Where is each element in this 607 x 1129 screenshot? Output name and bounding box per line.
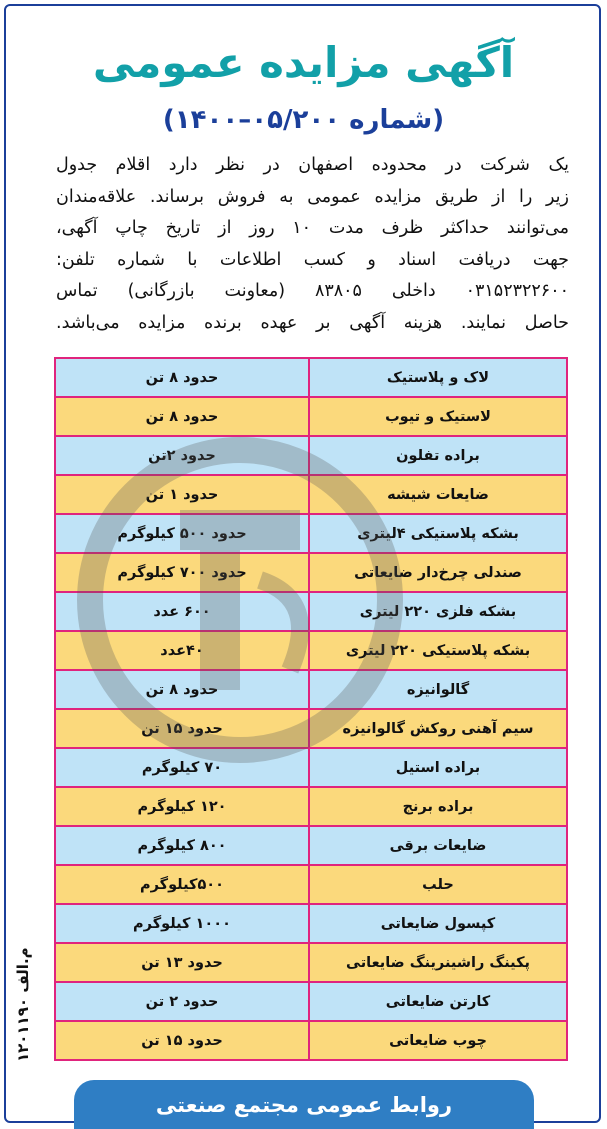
item-name: بشکه فلزی ۲۲۰ لیتری	[308, 593, 566, 630]
item-quantity: ۷۰ کیلوگرم	[141, 759, 223, 776]
table-row	[56, 788, 566, 827]
item-quantity: حدود ۸ تن	[145, 369, 219, 386]
item-quantity: ۸۰۰ کیلوگرم	[137, 837, 227, 854]
item-quantity: حدود ۱۳ تن	[141, 954, 223, 971]
table-row	[56, 983, 566, 1022]
item-quantity: حدود ۷۰۰ کیلوگرم	[117, 564, 247, 581]
item-quantity: ۱۲۰ کیلوگرم	[137, 798, 227, 815]
table-row	[56, 671, 566, 710]
item-name: ضایعات برقی	[308, 827, 566, 864]
item-quantity: حدود ۱۵ تن	[141, 720, 223, 737]
table-row	[56, 632, 566, 671]
table-row	[56, 359, 566, 398]
announcement-body	[56, 150, 569, 339]
item-quantity: حدود ۵۰۰ کیلوگرم	[117, 525, 247, 542]
body-line: جهت دریافت اسناد و کسب اطلاعات با شماره تلفن:	[56, 249, 569, 270]
body-line: یک شرکت در محدوده اصفهان در نظر دارد اقلام جدول	[56, 155, 569, 175]
item-quantity: ۱۰۰۰ کیلوگرم	[133, 915, 231, 932]
body-line: ۰۳۱۵۲۳۲۲۶۰۰ داخلی ۸۳۸۰۵ (معاونت بازرگانی) تماس	[56, 281, 570, 301]
table-row	[56, 944, 566, 983]
table-row	[56, 710, 566, 749]
item-name: کپسول ضایعاتی	[308, 905, 566, 942]
item-quantity: حدود ۱ تن	[145, 486, 219, 503]
item-name: بشکه پلاستیکی ۲۲۰ لیتری	[308, 632, 566, 669]
item-name: براده استیل	[308, 749, 566, 786]
item-quantity: ۴۰عدد	[160, 642, 204, 659]
item-quantity: حدود ۸ تن	[145, 408, 219, 425]
item-quantity: حدود ۸ تن	[145, 681, 219, 698]
table-row	[56, 749, 566, 788]
item-quantity: ۵۰۰کیلوگرم	[140, 876, 225, 893]
item-name: براده تفلون	[308, 437, 566, 474]
table-row	[56, 437, 566, 476]
publication-code: م.الف ۱۲۰۱۱۹۰	[14, 947, 32, 1063]
item-quantity: حدود ۲ تن	[145, 993, 219, 1010]
table-row	[56, 476, 566, 515]
table-row	[56, 905, 566, 944]
table-row	[56, 515, 566, 554]
body-line: می‌توانند حداکثر ظرف مدت ۱۰ روز از تاریخ چاپ آگهی،	[56, 218, 569, 238]
items-table	[54, 357, 568, 1061]
item-name: چوب ضایعاتی	[308, 1022, 566, 1059]
item-name: گالوانیزه	[308, 671, 566, 708]
item-name: بشکه پلاستیکی ۴لیتری	[308, 515, 566, 552]
item-name: براده برنج	[308, 788, 566, 825]
item-name: لاک و پلاستیک	[308, 359, 566, 396]
item-quantity: حدود ۲تن	[148, 447, 216, 464]
item-name: سیم آهنی روکش گالوانیزه	[308, 710, 566, 747]
table-row	[56, 827, 566, 866]
body-line: زیر را از طریق مزایده عمومی به فروش برساند. علاقه‌مندان	[56, 186, 569, 207]
page-title: آگهی مزایده عمومی	[92, 38, 515, 87]
table-row	[56, 866, 566, 905]
table-row	[56, 1022, 566, 1059]
item-quantity: حدود ۱۵ تن	[141, 1032, 223, 1049]
item-name: صندلی چرخ‌دار ضایعاتی	[308, 554, 566, 591]
item-name: کارتن ضایعاتی	[308, 983, 566, 1020]
item-name: لاستیک و تیوب	[308, 398, 566, 435]
table-row	[56, 398, 566, 437]
item-name: پکینگ راشینرینگ ضایعاتی	[308, 944, 566, 981]
table-row	[56, 554, 566, 593]
footer-banner: روابط عمومی مجتمع صنعتی	[74, 1080, 534, 1129]
table-row	[56, 593, 566, 632]
item-name: حلب	[308, 866, 566, 903]
item-quantity: ۶۰۰ عدد	[153, 603, 211, 620]
announcement-number: (شماره ۰۵/۲۰۰–۱۴۰۰)	[162, 105, 445, 135]
body-line: حاصل نمایند. هزینه آگهی بر عهده برنده مزایده می‌باشد.	[56, 312, 569, 333]
item-name: ضایعات شیشه	[308, 476, 566, 513]
